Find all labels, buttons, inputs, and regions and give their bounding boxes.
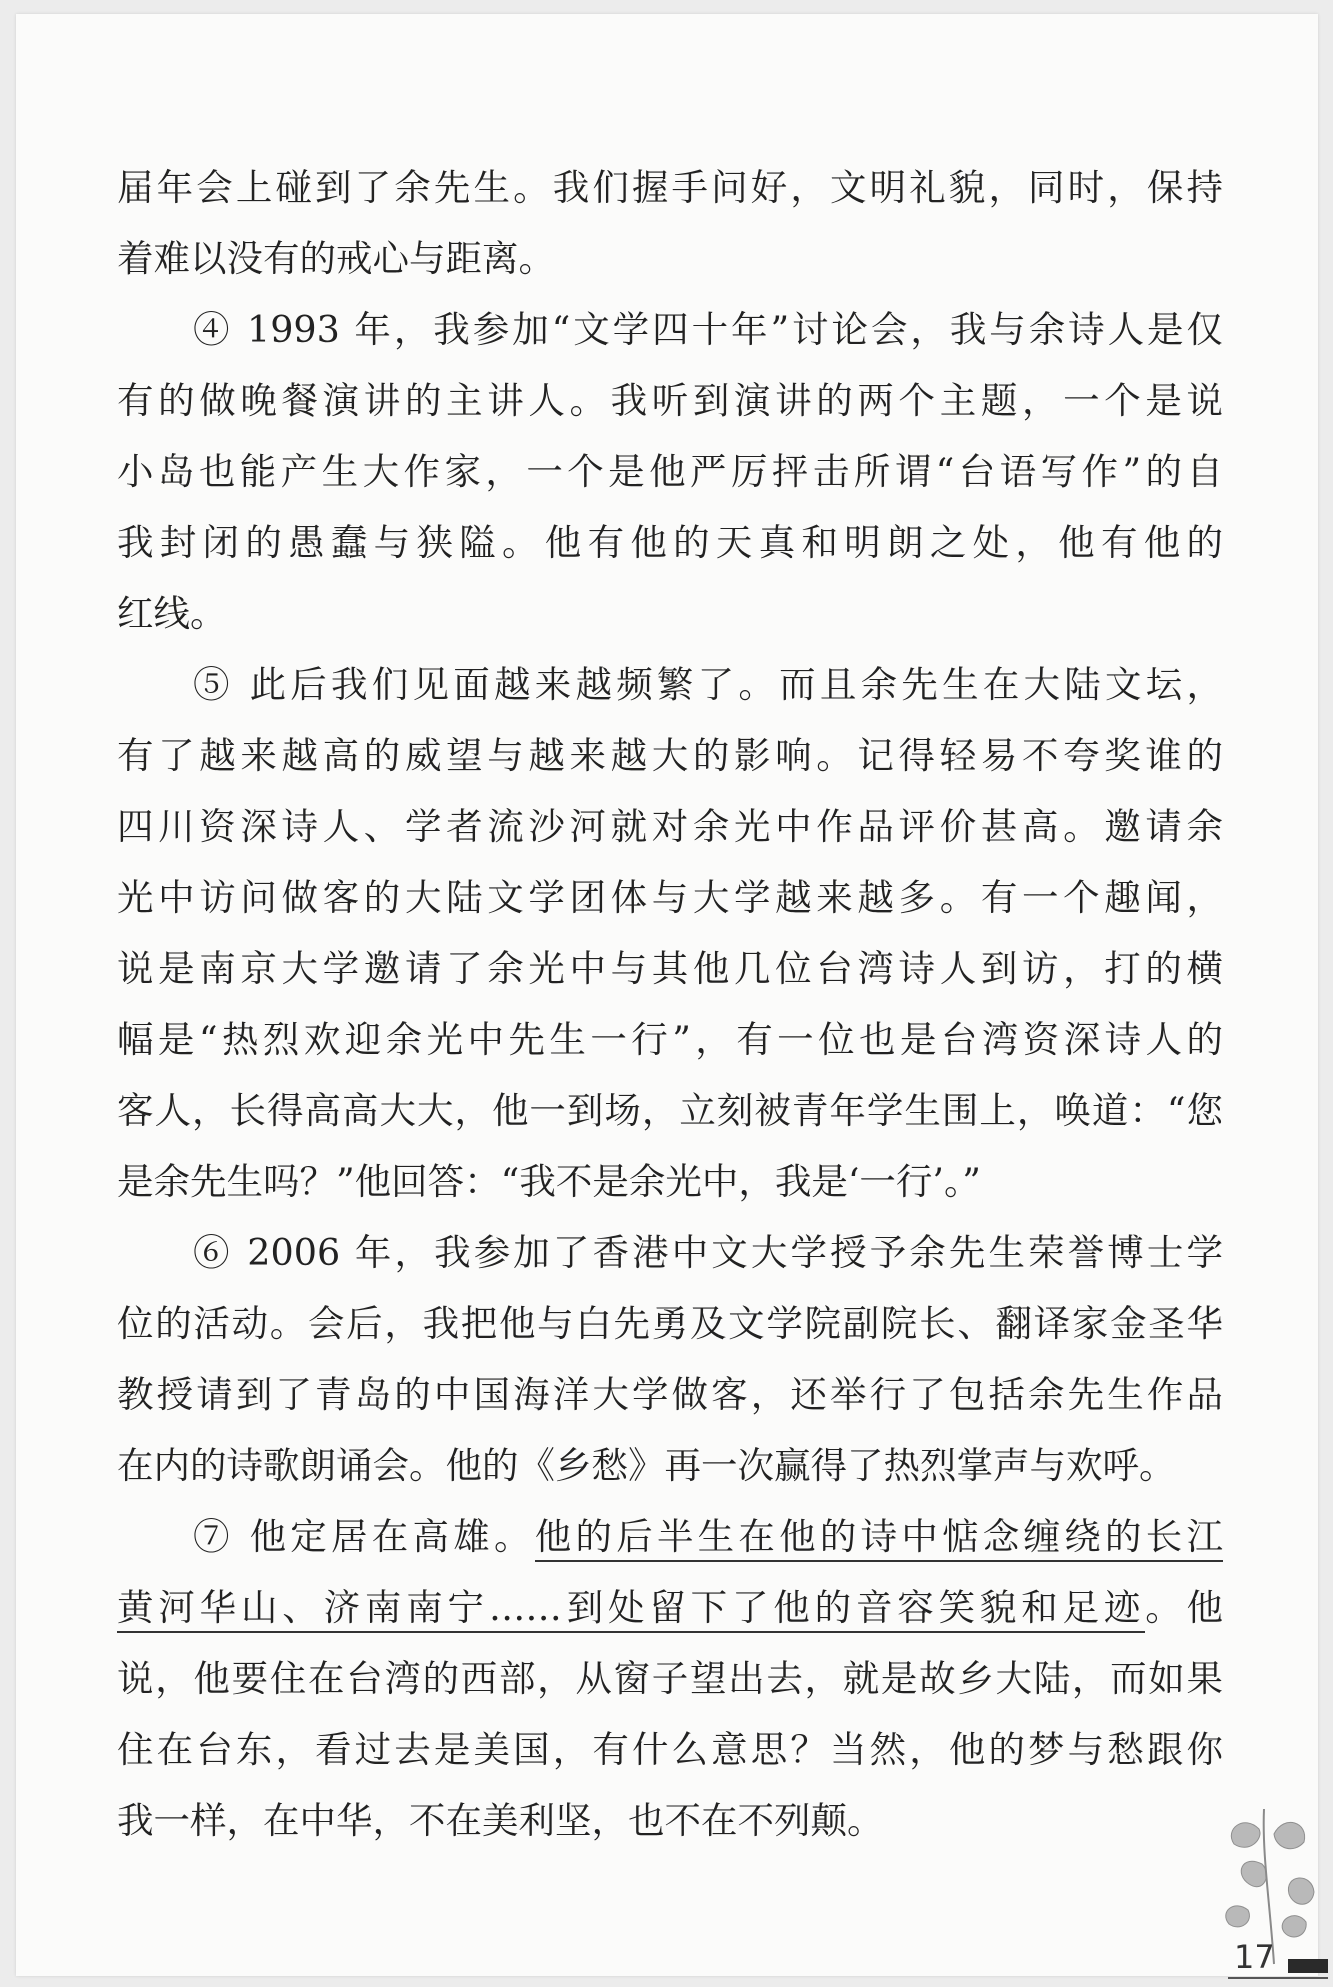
text-line: 幅是“热烈欢迎余光中先生一行”，有一位也是台湾资深诗人的	[117, 1018, 1223, 1061]
page-number-rule	[1228, 1977, 1328, 1979]
text-line: 客人，长得高高大大，他一到场，立刻被青年学生围上，唤道：“您	[117, 1089, 1223, 1132]
paragraph-6-start: ⑥ 2006 年，我参加了香港中文大学授予余先生荣誉博士学	[193, 1231, 1223, 1274]
text-line: 住在台东，看过去是美国，有什么意思？当然，他的梦与愁跟你	[117, 1728, 1223, 1771]
text-line: 四川资深诗人、学者流沙河就对余光中作品评价甚高。邀请余	[117, 805, 1223, 848]
page-number: 17	[1234, 1938, 1275, 1976]
body-text	[117, 152, 1223, 1856]
text-line: 教授请到了青岛的中国海洋大学做客，还举行了包括余先生作品	[117, 1373, 1223, 1416]
paragraph-4-start: ④ 1993 年，我参加“文学四十年”讨论会，我与余诗人是仅	[193, 308, 1223, 351]
p7-suffix: 。他	[1145, 1586, 1223, 1629]
text-line: 在内的诗歌朗诵会。他的《乡愁》再一次赢得了热烈掌声与欢呼。	[117, 1444, 1176, 1487]
page-number-bar	[1288, 1959, 1328, 1973]
text-line: 有的做晚餐演讲的主讲人。我听到演讲的两个主题，一个是说	[117, 379, 1223, 422]
text-line: 我封闭的愚蠢与狭隘。他有他的天真和明朗之处，他有他的	[117, 521, 1223, 564]
text-line: 位的活动。会后，我把他与白先勇及文学院副院长、翻译家金圣华	[117, 1302, 1223, 1345]
text-line: 说是南京大学邀请了余光中与其他几位台湾诗人到访，打的横	[117, 947, 1223, 990]
paragraph-7-start	[117, 1501, 1223, 1572]
text-line: 是余先生吗？”他回答：“我不是余光中，我是‘一行’。”	[117, 1160, 981, 1203]
book-page	[16, 14, 1318, 1976]
underlined-sentence-part-1: 他的后半生在他的诗中惦念缠绕的长江	[535, 1515, 1223, 1562]
text-line: 有了越来越高的威望与越来越大的影响。记得轻易不夸奖谁的	[117, 734, 1223, 777]
text-line	[117, 1572, 1223, 1643]
underlined-sentence-part-2: 黄河华山、济南南宁……到处留下了他的音容笑貌和足迹	[117, 1586, 1145, 1633]
p7-prefix: ⑦ 他定居在高雄。	[193, 1515, 535, 1558]
paragraph-5-start: ⑤ 此后我们见面越来越频繁了。而且余先生在大陆文坛，	[193, 663, 1223, 706]
text-line: 说，他要住在台湾的西部，从窗子望出去，就是故乡大陆，而如果	[117, 1657, 1223, 1700]
text-line: 着难以没有的戒心与距离。	[117, 237, 555, 280]
text-line: 红线。	[117, 592, 227, 635]
text-line: 小岛也能产生大作家，一个是他严厉抨击所谓“台语写作”的自	[117, 450, 1223, 493]
text-line: 光中访问做客的大陆文学团体与大学越来越多。有一个趣闻，	[117, 876, 1223, 919]
text-line: 我一样，在中华，不在美利坚，也不在不列颠。	[117, 1799, 884, 1842]
text-line: 届年会上碰到了余先生。我们握手问好，文明礼貌，同时，保持	[117, 166, 1223, 209]
